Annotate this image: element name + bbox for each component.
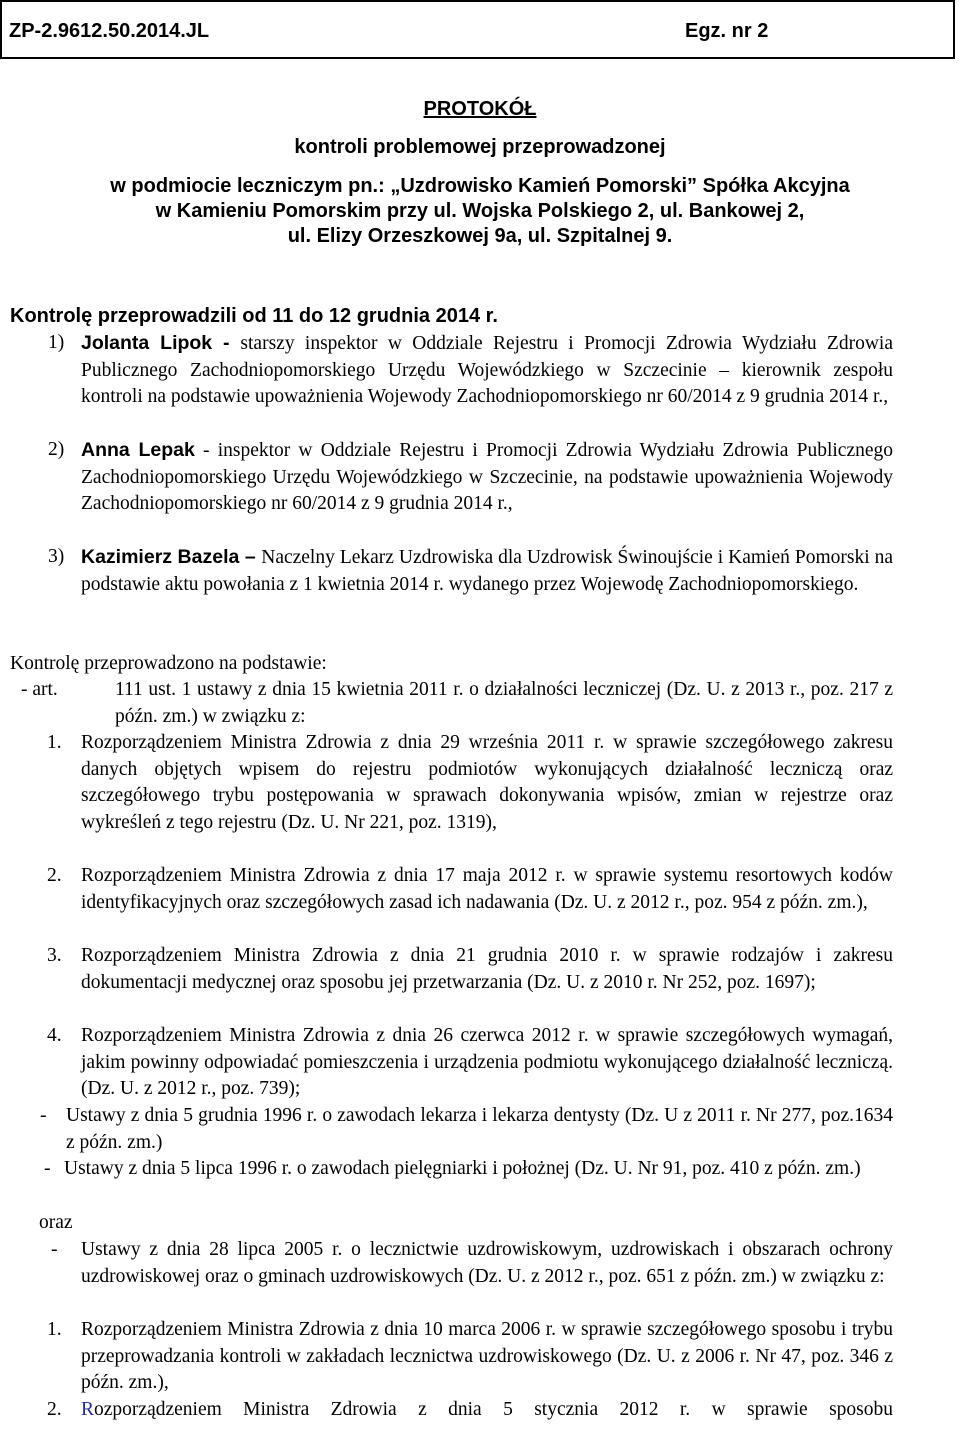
- case-number: ZP-2.9612.50.2014.JL: [9, 20, 210, 42]
- regulation-number: 4.: [47, 1025, 62, 1046]
- inspector-number: 2): [48, 439, 65, 460]
- inspector-number: 1): [48, 332, 65, 353]
- act-text: Ustawy z dnia 28 lipca 2005 r. o lecznictwie uzdrowiskowym, uzdrowiskach i obszarach ochrony uzdrowiskowej oraz o gminach uzdrowiskowych (Dz. U. z 2012 r., poz. 651 z późn. zm.) w związku z:: [81, 1239, 893, 1287]
- act-marker: -: [44, 1158, 51, 1179]
- inspector-description: starszy inspektor w Oddziale Rejestru i Promocji Zdrowia Wydziału Zdrowia Publicznego Zachodniopomorskiego Urzędu Wojewódzkiego w Szczecinie – kierownik zespołu kontroli na podstawie upoważnienia Wojewody Zachodniopomorskiego nr 60/2014 z 9 grudnia 2014 r.,: [81, 333, 893, 408]
- regulation-text: Rozporządzeniem Ministra Zdrowia z dnia 26 czerwca 2012 r. w sprawie szczegółowych wymagań, jakim powinny odpowiadać pomieszczenia i urządzenia podmiotu wykonującego działalność leczniczą. (Dz. U. z 2012 r., poz. 739);: [81, 1025, 893, 1100]
- act-text: Ustawy z dnia 5 grudnia 1996 r. o zawodach lekarza i lekarza dentysty (Dz. U z 2011 r. Nr 277, poz.1634 z późn. zm.): [66, 1105, 893, 1153]
- copy-number: Egz. nr 2: [685, 20, 769, 42]
- inspector-entry: [81, 437, 893, 518]
- regulation-number: 1.: [47, 1319, 62, 1340]
- regulation-number: 1.: [47, 732, 62, 753]
- inspector-name: Anna Lepak: [81, 439, 195, 461]
- act-text: 111 ust. 1 ustawy z dnia 15 kwietnia 2011 r. o działalności leczniczej (Dz. U. z 2013 r., poz. 217 z późn. zm.) w związku z:: [115, 679, 893, 727]
- act-marker: -: [51, 1239, 58, 1260]
- document-subtitle: kontroli problemowej przeprowadzonej: [294, 136, 666, 158]
- regulation-text: Rozporządzeniem Ministra Zdrowia z dnia 17 maja 2012 r. w sprawie systemu resortowych kodów identyfikacyjnych oraz szczegółowych zasad ich nadawania (Dz. U. z 2012 r., poz. 954 z późn. zm.),: [81, 865, 893, 913]
- regulation-text: Rozporządzeniem Ministra Zdrowia z dnia 10 marca 2006 r. w sprawie szczegółowego sposobu i trybu przeprowadzania kontroli w zakładach lecznictwa uzdrowiskowego (Dz. U. z 2006 r. Nr 47, poz. 346 z późn. zm.),: [81, 1319, 893, 1394]
- basis-heading: Kontrolę przeprowadzono na podstawie:: [10, 653, 327, 674]
- inspector-entry: [81, 544, 893, 598]
- regulation-number: 3.: [47, 945, 62, 966]
- first-letter: R: [81, 1399, 95, 1420]
- act-marker: -: [40, 1105, 47, 1126]
- act-text-first: [115, 677, 893, 730]
- entity-line: w podmiocie leczniczym pn.: „Uzdrowisko Kamień Pomorski” Spółka Akcyjna: [110, 175, 850, 197]
- inspector-number: 3): [48, 546, 65, 567]
- header-box: [0, 0, 955, 59]
- regulation-text: [81, 1397, 893, 1424]
- inspector-separator: –: [239, 546, 262, 568]
- inspector-separator: -: [194, 440, 218, 461]
- entity-description: [0, 174, 960, 249]
- inspector-description: inspektor w Oddziale Rejestru i Promocji Zdrowia Wydziału Zdrowia Publicznego Zachodniopomorskiego Urzędu Wojewódzkiego w Szczecinie, na podstawie upoważnienia Wojewody Zachodniopomorskiego nr 60/2014 z 9 grudnia 2014 r.,: [81, 440, 893, 515]
- inspector-entry: [81, 330, 893, 411]
- inspector-separator: -: [212, 332, 241, 354]
- conjunction: oraz: [39, 1212, 73, 1233]
- inspector-name: Kazimierz Bazela: [81, 546, 240, 568]
- regulation-text: Rozporządzeniem Ministra Zdrowia z dnia 21 grudnia 2010 r. w sprawie rodzajów i zakresu dokumentacji medycznej oraz sposobu jej przetwarzania (Dz. U. z 2010 r. Nr 252, poz. 1697);: [81, 945, 893, 993]
- regulation-number: 2.: [47, 865, 62, 886]
- act-text: Ustawy z dnia 5 lipca 1996 r. o zawodach pielęgniarki i położnej (Dz. U. Nr 91, poz. 410 z późn. zm.): [64, 1158, 861, 1179]
- entity-line: ul. Elizy Orzeszkowej 9a, ul. Szpitalnej 9.: [287, 225, 673, 247]
- control-period: Kontrolę przeprowadzili od 11 do 12 grudnia 2014 r.: [10, 305, 498, 327]
- act-marker: - art.: [21, 679, 58, 700]
- regulation-text: Rozporządzeniem Ministra Zdrowia z dnia 29 września 2011 r. w sprawie szczegółowego zakresu danych objętych wpisem do rejestru podmiotów wykonujących działalność leczniczą oraz szczegółowego trybu postępowania w sprawach dokonywania wpisów, zmian w rejestrze oraz wykreśleń z tego rejestru (Dz. U. Nr 221, poz. 1319),: [81, 732, 893, 833]
- document-title: PROTOKÓŁ: [423, 98, 537, 120]
- inspector-name: Jolanta Lipok: [81, 332, 213, 354]
- regulation-text-rest: ozporządzeniem Ministra Zdrowia z dnia 5 stycznia 2012 r. w sprawie sposobu: [94, 1399, 893, 1420]
- inspector-description: Naczelny Lekarz Uzdrowiska dla Uzdrowisk Świnoujście i Kamień Pomorski na podstawie aktu powołania z 1 kwietnia 2014 r. wydanego przez Wojewodę Zachodniopomorskiego.: [81, 547, 893, 595]
- regulation-number: 2.: [47, 1399, 62, 1420]
- entity-line: w Kamieniu Pomorskim przy ul. Wojska Polskiego 2, ul. Bankowej 2,: [155, 200, 805, 222]
